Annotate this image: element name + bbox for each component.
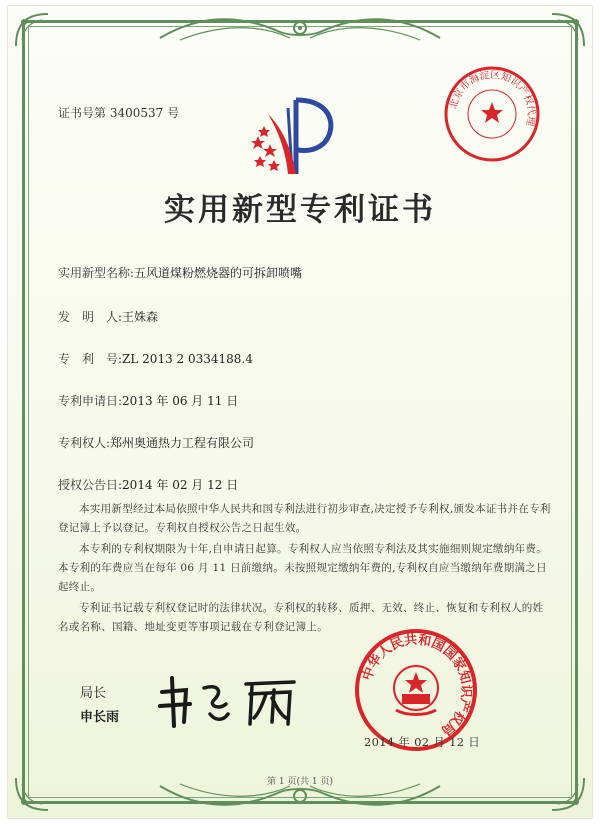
corner-ornament-icon bbox=[548, 10, 588, 50]
field-value: ZL 2013 2 0334188.4 bbox=[122, 352, 253, 366]
field-filing-date bbox=[58, 392, 238, 409]
body-paragraph: 本实用新型经过本局依照中华人民共和国专利法进行初步审查,决定授予专利权,颁发本证书并在专利登记簿上予以登记。专利权自授权公告之日起生效。 bbox=[58, 503, 551, 534]
field-label: 发 明 人: bbox=[58, 310, 123, 324]
seal-date: 2014 年 02 月 12 日 bbox=[364, 735, 481, 749]
field-inventor bbox=[58, 308, 158, 325]
director-name: 申长雨 bbox=[80, 710, 120, 725]
top-ornament-icon bbox=[150, 10, 450, 50]
director-title: 局长 bbox=[80, 686, 107, 701]
agency-seal-icon bbox=[440, 62, 544, 166]
field-value: 五风道煤粉燃烧器的可拆卸喷嘴 bbox=[134, 266, 303, 280]
field-value: 2014 年 02 月 12 日 bbox=[122, 478, 239, 492]
field-grant-date bbox=[58, 476, 238, 493]
certificate-number-suffix: 号 bbox=[167, 106, 180, 120]
certificate-number-label: 证书号第 bbox=[58, 106, 107, 120]
field-patentee bbox=[58, 434, 254, 451]
body-paragraph: 本专利的专利权期限为十年,自申请日起算。专利权人应当依照专利法及其实施细则规定缴纳年费。本专利的年费应当在每年 06 月 11 日前缴纳。未按照规定缴纳年费的,专利权自应当缴纳年费期满之日起终止。 bbox=[58, 543, 548, 593]
field-utility-model-name bbox=[58, 264, 302, 281]
field-value: 王姝森 bbox=[122, 310, 159, 324]
page-number: 第 1 页(共 1 页) bbox=[267, 777, 333, 787]
certificate-number-value: 3400537 bbox=[109, 106, 164, 120]
certificate-number bbox=[58, 104, 179, 121]
certificate-body bbox=[58, 500, 552, 639]
official-seal-text: 中华人民共和国国家知识产权局 bbox=[359, 632, 474, 738]
field-value: 郑州奥通热力工程有限公司 bbox=[110, 436, 255, 450]
certificate-page bbox=[8, 6, 592, 818]
field-label: 授权公告日: bbox=[58, 478, 123, 492]
field-label: 专 利 号: bbox=[58, 352, 123, 366]
field-label: 专利申请日: bbox=[58, 394, 123, 408]
field-value: 2013 年 06 月 11 日 bbox=[122, 394, 239, 408]
patent-office-logo-icon bbox=[248, 94, 336, 180]
corner-ornament-icon bbox=[12, 10, 52, 50]
body-paragraph: 专利证书记载专利权登记时的法律状况。专利权的转移、质押、无效、终止、恢复和专利权人的姓名或名称、国籍、地址变更等事项记载在专利登记簿上。 bbox=[58, 602, 544, 633]
agency-seal-text: 北京市海淀区知识产权代理 bbox=[448, 69, 537, 127]
field-label: 实用新型名称: bbox=[58, 266, 135, 280]
certificate-title: 实用新型专利证书 bbox=[164, 192, 436, 228]
director-signature-icon bbox=[154, 670, 304, 730]
field-label: 专利权人: bbox=[58, 436, 111, 450]
field-patent-number bbox=[58, 350, 253, 367]
